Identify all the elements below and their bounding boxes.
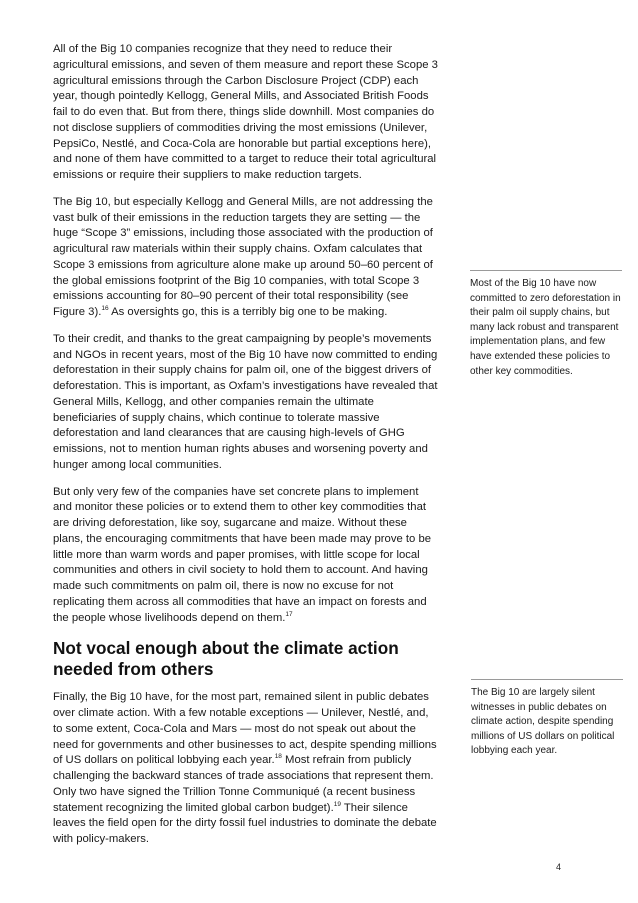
footnote-ref-16: 16: [101, 305, 109, 313]
paragraph-5-part3: Their silence leaves the field open for the dirty fossil fuel industries to dominate the debate with policy-makers.: [53, 801, 437, 845]
paragraph-1-text: All of the Big 10 companies recognize that they need to reduce their agricultural emissions, and seven of them measure and report these Scope 3 agricultural emissions through the Carbon Disclosure Project (CDP) each year, though pointedly Kellogg, General Mills, and Associated British Foods fail to do even that. But from there, things slide downhill. Most companies do not disclose suppliers of commodities driving the most emissions (Unilever, PepsiCo, Nestlé, and Coca-Cola are honorable but partial exceptions here), and none of them have committed to a target to reduce their total agricultural emissions or require their suppliers to make reduction targets.: [53, 43, 438, 181]
paragraph-4: [53, 485, 438, 627]
main-column: [53, 42, 438, 859]
paragraph-4-text: But only very few of the companies have set concrete plans to implement and monitor these policies or to extend them to other key commodities that are driving deforestation, like soy, sugarcane and maize. Without these plans, the encouraging commitments that have been made may prove to be little more than warm words and paper promises, with little scope for local communities and others in civil society to hold them to account. And having made such commitments on palm oil, there is now no excuse for not replicating them across all commodities that have an impact on forests and the people whose livelihoods depend on them.: [53, 485, 432, 624]
footnote-ref-19: 19: [333, 800, 341, 808]
paragraph-2-text: The Big 10, but especially Kellogg and General Mills, are not addressing the vast bulk of their emissions in the reduction targets they are setting — the huge “Scope 3” emissions, including those associated with the production of agricultural raw materials within their supply chains. Oxfam calculates that Scope 3 emissions from agriculture alone make up around 50–60 percent of the global emissions footprint of the Big 10 companies, with total Scope 3 emissions accounting for 80–90 percent of their total responsibility (see Figure 3).: [53, 195, 433, 318]
section-heading: Not vocal enough about the climate action needed from others: [53, 638, 399, 680]
paragraph-5-part1: Finally, the Big 10 have, for the most part, remained silent in public debates over climate action. With a few notable exceptions — Unilever, Nestlé, and, to some extent, Coca-Cola and Mars — most do not speak out about the need for governments and other businesses to act, despite spending millions of US dollars on political lobbying each year.: [53, 691, 437, 767]
page-number: 4: [556, 862, 562, 872]
paragraph-5-part2: Most refrain from publicly challenging the backward stances of trade associations that represent them. Only two have signed the Trillion Tonne Communiqué (a recent business statement recognizing the limited global carbon budget).: [53, 754, 434, 814]
paragraph-3: [53, 332, 438, 474]
sidebar-quote-deforestation: Most of the Big 10 have now committed to zero deforestation in their palm oil supply chains, but many lack robust and transparent implementation plans, and few have extended these policies to other key commodities.: [470, 270, 622, 379]
paragraph-5: [53, 690, 438, 848]
paragraph-1: [53, 42, 438, 184]
sidebar-quote-silence: The Big 10 are largely silent witnesses in public debates on climate action, despite spending millions of US dollars on political lobbying each year.: [471, 679, 623, 759]
footnote-ref-17: 17: [285, 610, 293, 618]
footnote-ref-18: 18: [274, 753, 282, 761]
paragraph-2: [53, 195, 438, 321]
paragraph-2-tail: As oversights go, this is a terribly big one to be making.: [108, 306, 388, 318]
paragraph-3-text: To their credit, and thanks to the great campaigning by people’s movements and NGOs in recent years, most of the Big 10 have now committed to ending deforestation in their supply chains for palm oil, one of the biggest drivers of deforestation. This is important, as Oxfam’s investigations have revealed that General Mills, Kellogg, and other companies remain the ultimate beneficiaries of supply chains, which continue to tolerate massive deforestation and land clearances that are causing high-levels of GHG emissions, not to mention human rights abuses and worsening poverty and hunger among local communities.: [53, 332, 438, 471]
